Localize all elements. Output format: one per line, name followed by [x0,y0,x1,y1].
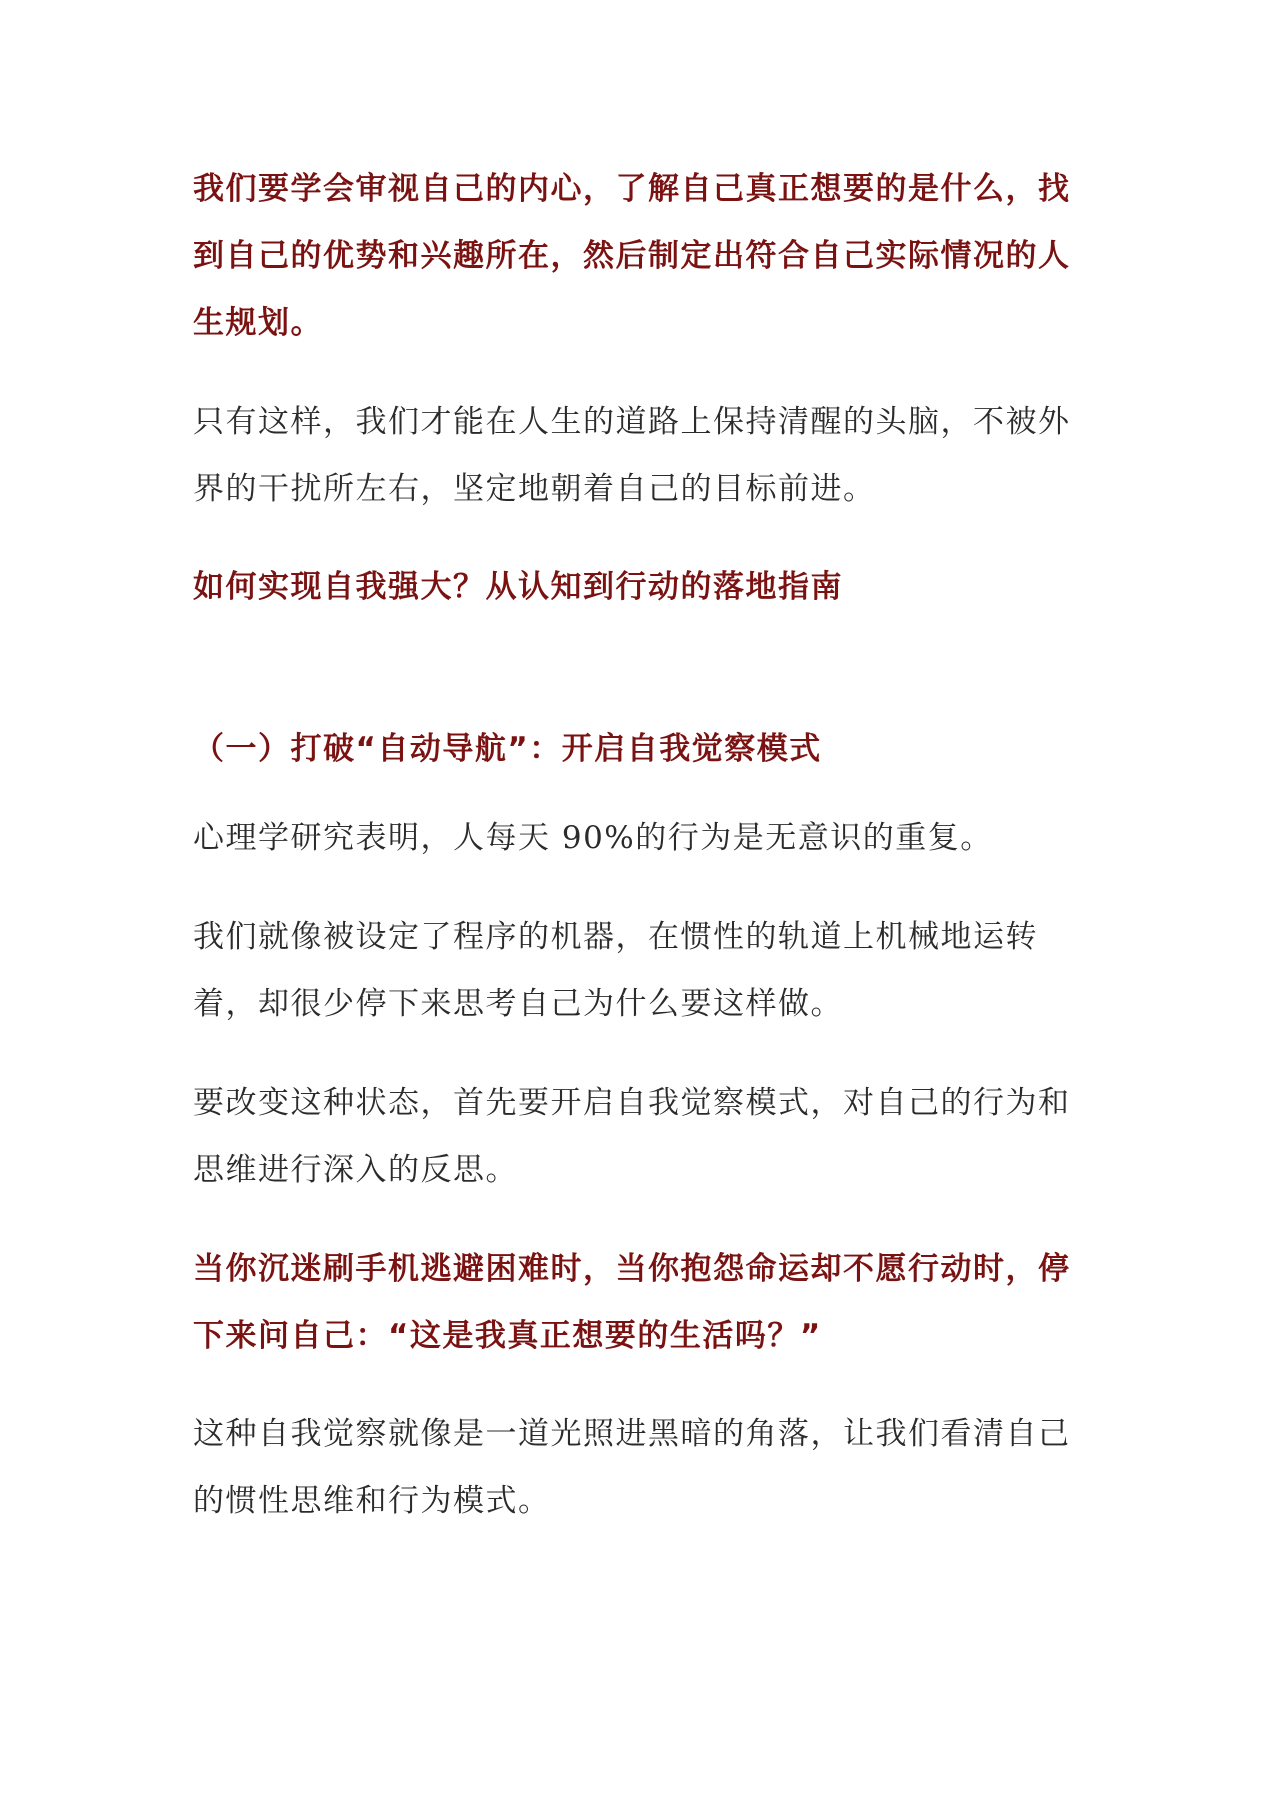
body-paragraph-stay-clear-minded: 只有这样，我们才能在人生的道路上保持清醒的头脑，不被外界的干扰所左右，坚定地朝着自己的目标前进。 [193,404,1071,507]
subsection-heading-autopilot: （一）打破“自动导航”：开启自我觉察模式 [193,731,822,767]
emphasis-paragraph-ask-yourself: 当你沉迷刷手机逃避困难时，当你抱怨命运却不愿行动时，停下来问自己：“这是我真正想要的生活吗？” [193,1251,1071,1354]
body-paragraph-self-awareness-mode: 要改变这种状态，首先要开启自我觉察模式，对自己的行为和思维进行深入的反思。 [193,1085,1071,1188]
body-paragraph-programmed-machine: 我们就像被设定了程序的机器，在惯性的轨道上机械地运转着，却很少停下来思考自己为什么要这样做。 [193,919,1038,1022]
emphasis-paragraph-self-examination: 我们要学会审视自己的内心，了解自己真正想要的是什么，找到自己的优势和兴趣所在，然后制定出符合自己实际情况的人生规划。 [193,171,1071,341]
body-paragraph-psychology-research: 心理学研究表明，人每天 90%的行为是无意识的重复。 [193,820,993,856]
section-heading-self-strength-guide: 如何实现自我强大？从认知到行动的落地指南 [193,569,843,605]
body-paragraph-light-into-darkness: 这种自我觉察就像是一道光照进黑暗的角落，让我们看清自己的惯性思维和行为模式。 [193,1416,1071,1519]
